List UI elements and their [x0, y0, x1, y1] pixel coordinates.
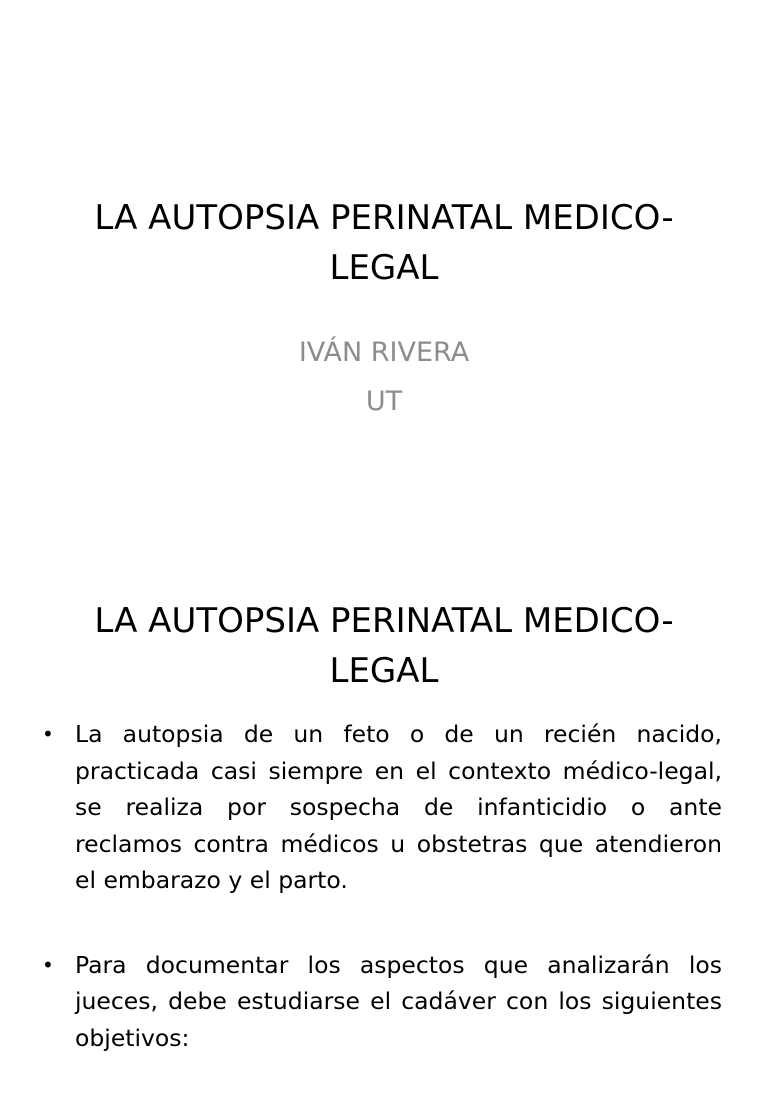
bullet-text: La autopsia de un feto o de un recién nacido, practicada casi siempre en el contexto médico-legal, se realiza por sospecha de infanticidio o ante reclamos contra médicos u obstetras que atendieron el embarazo y el parto.: [75, 720, 722, 894]
author-affiliation: UT: [365, 386, 403, 417]
bullet-icon: •: [42, 952, 54, 977]
slide-content: [0, 576, 768, 1052]
bullet-list: [40, 716, 722, 1104]
slide-content-heading: LA AUTOPSIA PERINATAL MEDICO-LEGAL: [94, 601, 674, 691]
bullet-icon: •: [42, 722, 54, 746]
author-name: IVÁN RIVERA: [298, 337, 470, 368]
slide-title-heading: LA AUTOPSIA PERINATAL MEDICO-LEGAL: [94, 198, 674, 288]
bullet-item: [40, 716, 722, 899]
bullet-item: [40, 947, 722, 1057]
bullet-text: Para documentar los aspectos que analizarán los jueces, debe estudiarse el cadáver con los siguientes objetivos:: [75, 950, 722, 1052]
